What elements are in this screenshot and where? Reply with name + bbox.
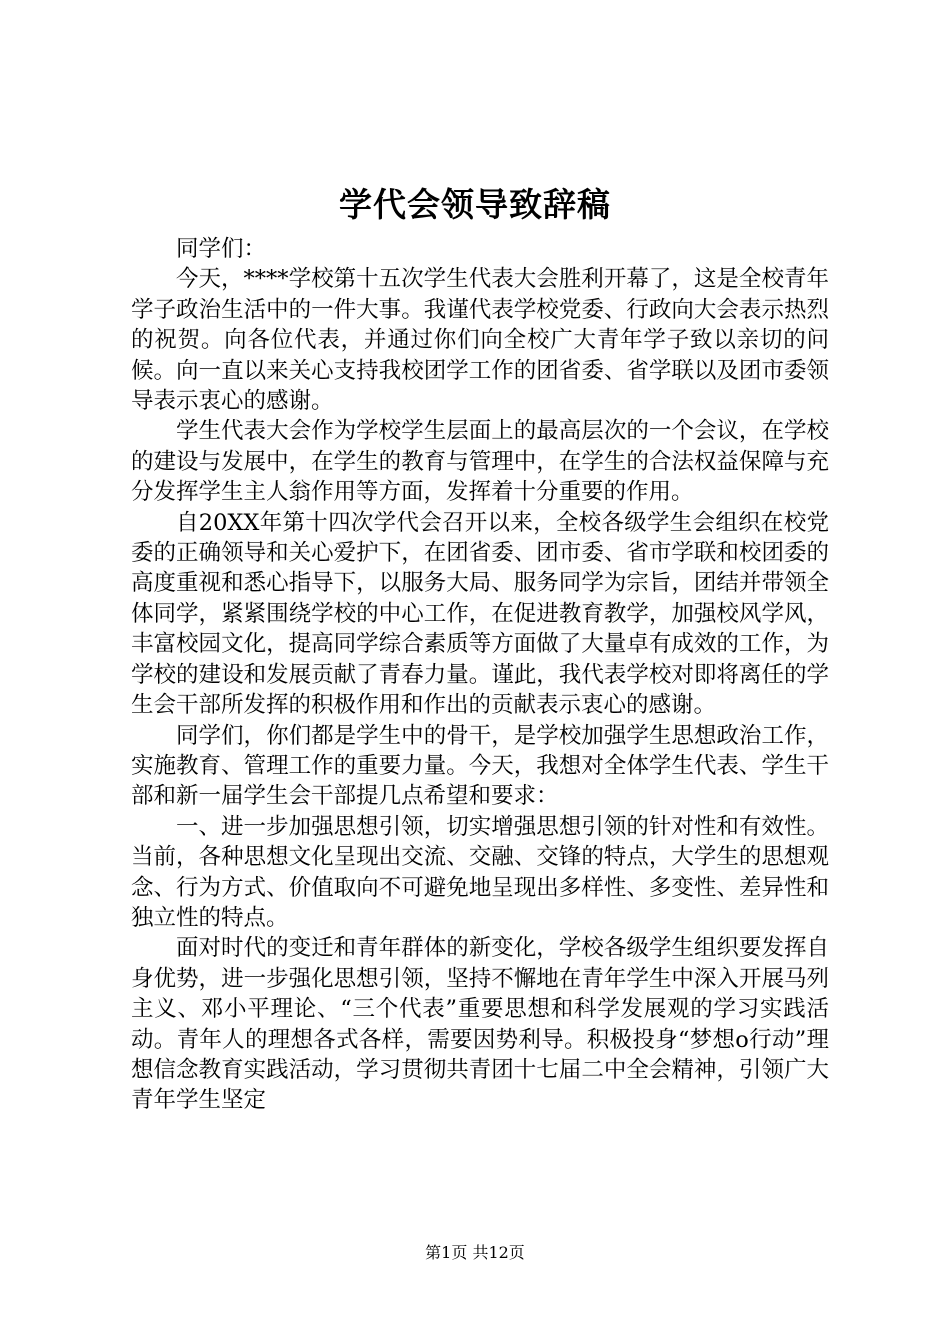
page-number-footer: 第1页 共12页 (425, 1243, 525, 1262)
document-body (131, 234, 829, 1116)
salutation-paragraph: 同学们： (176, 236, 267, 262)
body-paragraph: 学生代表大会作为学校学生层面上的最高层次的一个会议，在学校的建设与发展中，在学生的教育与管理中，在学生的合法权益保障与充分发挥学生主人翁作用等方面，发挥着十分重要的作用。 (131, 418, 829, 506)
body-paragraph: 一、进一步加强思想引领，切实增强思想引领的针对性和有效性。当前，各种思想文化呈现出交流、交融、交锋的特点，大学生的思想观念、行为方式、价值取向不可避免地呈现出多样性、多变性、差异性和独立性的特点。 (131, 813, 829, 931)
body-paragraph: 面对时代的变迁和青年群体的新变化，学校各级学生组织要发挥自身优势，进一步强化思想引领，坚持不懈地在青年学生中深入开展马列主义、邓小平理论、“三个代表”重要思想和科学发展观的学习实践活动。青年人的理想各式各样，需要因势利导。积极投身“梦想o行动”理想信念教育实践活动，学习贯彻共青团十七届二中全会精神，引领广大青年学生坚定 (131, 935, 829, 1114)
body-paragraph: 同学们，你们都是学生中的骨干，是学校加强学生思想政治工作，实施教育、管理工作的重要力量。今天，我想对全体学生代表、学生干部和新一届学生会干部提几点希望和要求： (131, 722, 829, 810)
body-paragraph: 自20XX年第十四次学代会召开以来，全校各级学生会组织在校党委的正确领导和关心爱护下，在团省委、团市委、省市学联和校团委的高度重视和悉心指导下，以服务大局、服务同学为宗旨，团结并带领全体同学，紧紧围绕学校的中心工作，在促进教育教学，加强校风学风，丰富校园文化，提高同学综合素质等方面做了大量卓有成效的工作，为学校的建设和发展贡献了青春力量。谨此，我代表学校对即将离任的学生会干部所发挥的积极作用和作出的贡献表示衷心的感谢。 (131, 509, 829, 719)
document-title: 学代会领导致辞稿 (339, 185, 611, 224)
body-paragraph: 今天，****学校第十五次学生代表大会胜利开幕了，这是全校青年学子政治生活中的一件大事。我谨代表学校党委、行政向大会表示热烈的祝贺。向各位代表，并通过你们向全校广大青年学子致以亲切的问候。向一直以来关心支持我校团学工作的团省委、省学联以及团市委领导表示衷心的感谢。 (131, 266, 829, 415)
